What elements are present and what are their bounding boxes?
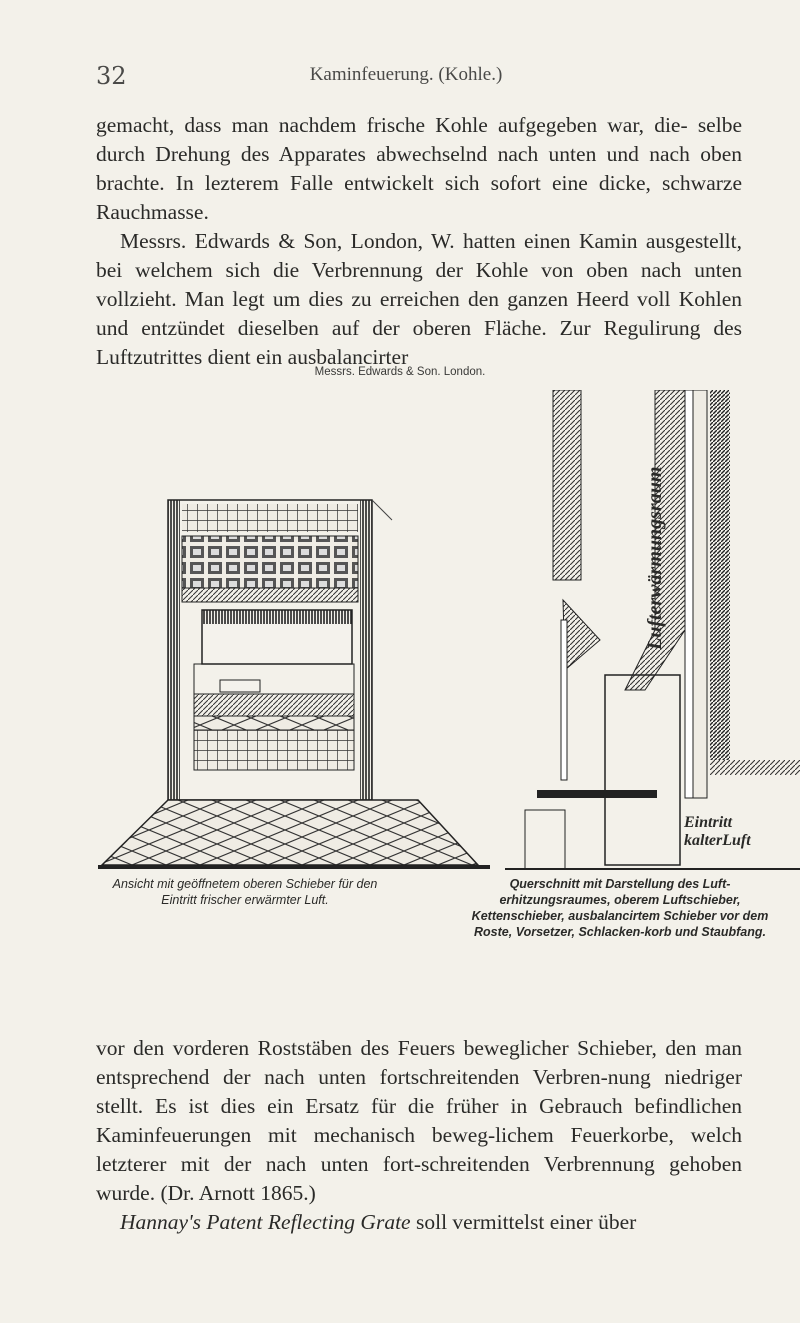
label-entry-line2: kalterLuft [684, 832, 751, 849]
paragraph2: Messrs. Edwards & Son, London, W. hatten einen Kamin ausgestellt, bei welchem sich die Verbrennung der Kohle von oben nach unten vollzieht. Man legt um dies zu erreichen den ganzen Heerd voll Kohlen und entzündet dieselben auf der oberen Fläche. Zur Regulirung des Luftzutrittes dient ein ausbalancirter [96, 229, 742, 369]
paragraph3-italic: Hannay's Patent Reflecting Grate [120, 1210, 411, 1234]
paragraph3-end: soll vermittelst einer über [410, 1210, 637, 1234]
running-head: Kaminfeuerung. (Kohle.) [309, 64, 503, 85]
fireplace-front-view-illustration [98, 480, 490, 870]
paragraph-bottom [96, 1034, 742, 1237]
page-number: 32 [96, 62, 127, 90]
paragraph-top [96, 111, 742, 372]
paragraph3: vor den vorderen Roststäben des Feuers beweglicher Schieber, den man entsprechend der nach unten fortschreitenden Verbren-nung niedriger stellt. Es ist dies ein Ersatz für die früher in Gebrauch befindlichen Kaminfeuerungen mit mechanisch beweg-lichem Feuerkorbe, welch letzterer mit der nach unten fort-schreitenden Verbrennung gehoben wurde. (Dr. Arnott 1865.) [96, 1036, 742, 1205]
paragraph1-rest: selbe durch Drehung des Apparates abwechselnd nach unten und nach oben brachte. In lezterem Falle entwickelt sich sofort eine dicke, schwarze Rauchmasse. [96, 113, 742, 224]
page-header [96, 62, 716, 92]
right-figure-caption: Querschnitt mit Darstellung des Luft-erhitzungsraumes, oberem Luftschieber, Kettenschieber, ausbalancirtem Schieber vor dem Roste, Vorsetzer, Schlacken-korb und Staubfang. [471, 877, 769, 939]
label-air-heating-chamber: Lufterwärmungsraum [644, 466, 666, 650]
paragraph1-line1: gemacht, dass man nachdem frische Kohle aufgegeben war, die- [96, 113, 688, 137]
left-figure-caption: Ansicht mit geöffnetem oberen Schieber für den Eintritt frischer erwärmter Luft. [112, 877, 378, 907]
label-cold-air-entry [684, 814, 800, 850]
figure-top-caption: Messrs. Edwards & Son. London. [314, 366, 486, 378]
label-entry-line1: Eintritt [684, 814, 733, 831]
